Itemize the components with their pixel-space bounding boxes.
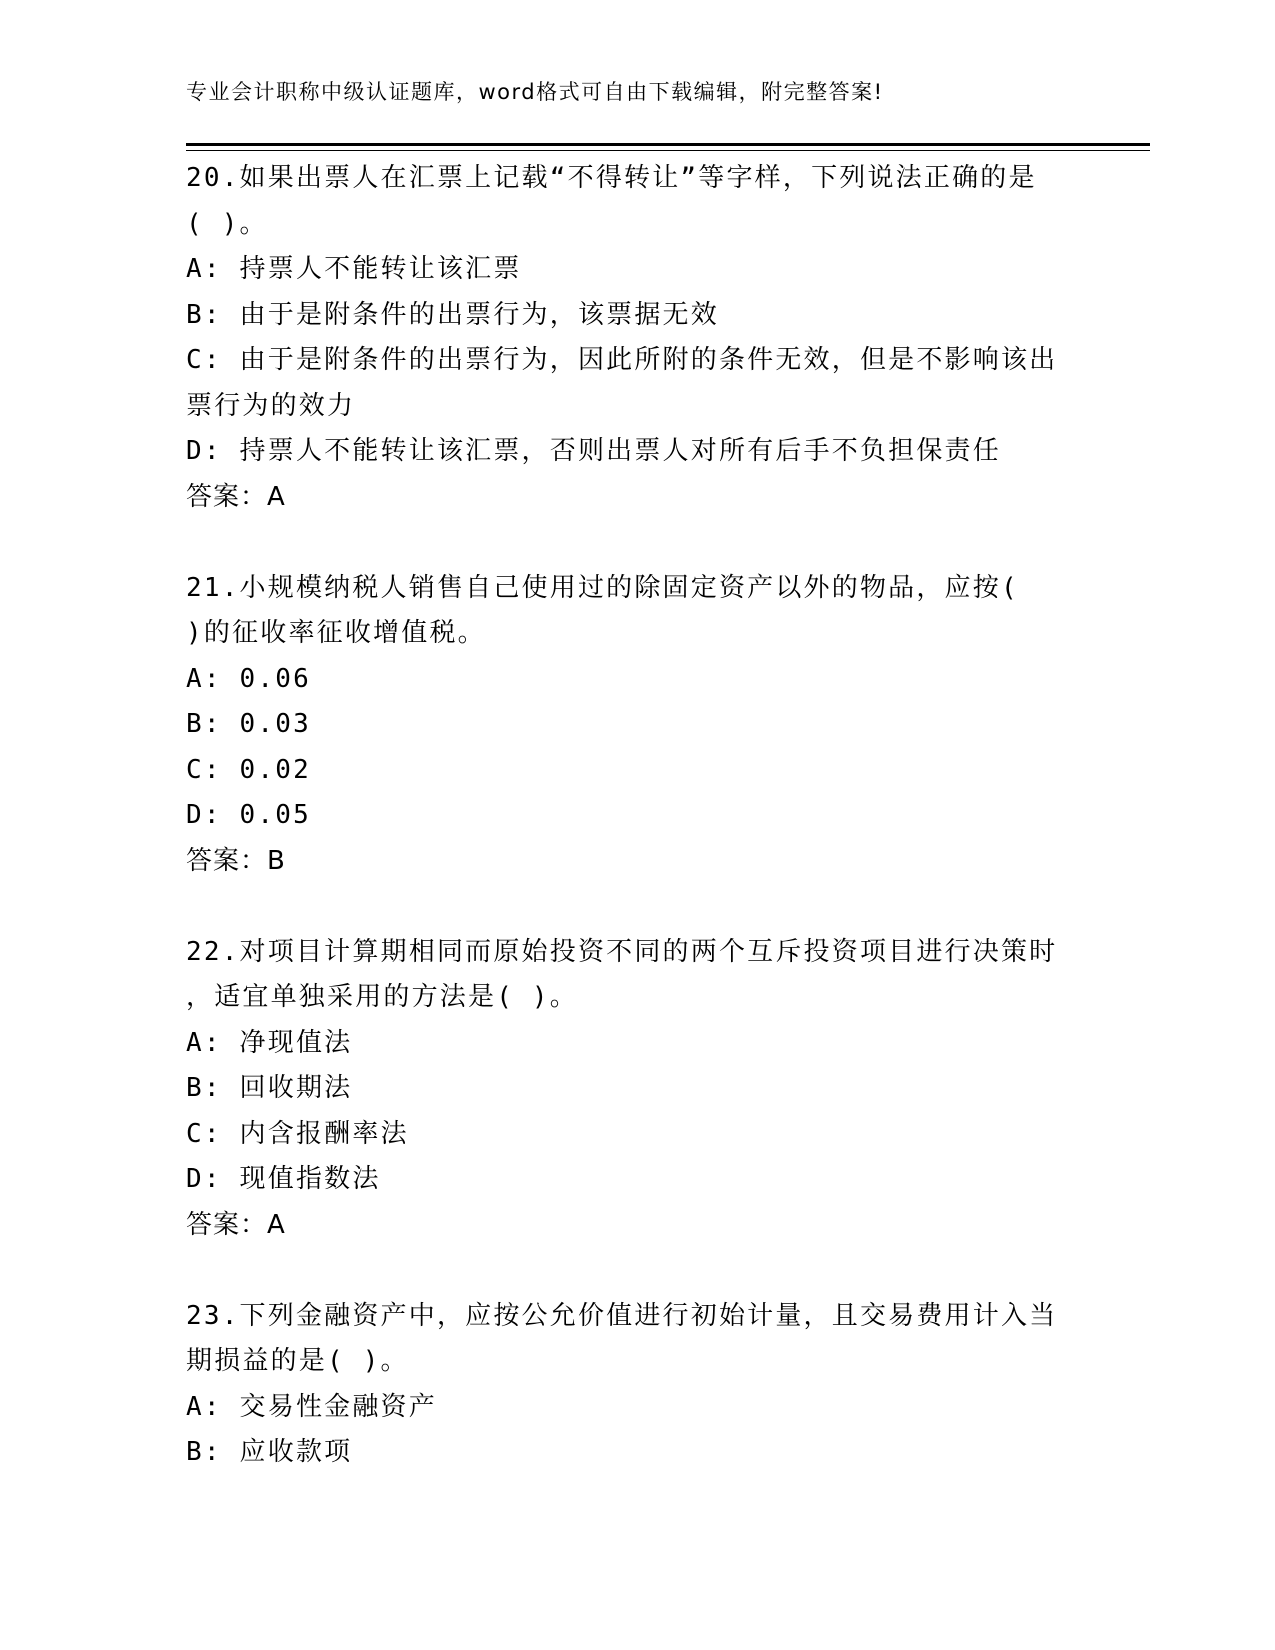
option-c: C: 0.02	[186, 754, 311, 785]
header-divider-thin	[186, 150, 1150, 151]
question-stem: 期损益的是( )。	[186, 1346, 409, 1376]
question-stem: ，适宜单独采用的方法是( )。	[186, 982, 578, 1012]
option-a: A: 交易性金融资产	[186, 1391, 437, 1422]
option-b: B: 应收款项	[186, 1437, 353, 1467]
question-stem: 21.小规模纳税人销售自己使用过的除固定资产以外的物品，应按(	[186, 572, 1019, 603]
answer-label: 答案：A	[186, 1209, 286, 1240]
option-a: A: 净现值法	[186, 1027, 353, 1058]
option-c: C: 由于是附条件的出票行为，因此所附的条件无效，但是不影响该出	[186, 345, 1058, 375]
option-d: D: 现值指数法	[186, 1164, 381, 1194]
question-stem: 23.下列金融资产中，应按公允价值进行初始计量，且交易费用计入当	[186, 1300, 1058, 1331]
question-22	[186, 930, 1086, 1249]
option-b: B: 回收期法	[186, 1073, 353, 1103]
question-list	[186, 156, 1086, 1476]
page-header: 专业会计职称中级认证题库，word格式可自由下载编辑，附完整答案!	[186, 80, 884, 104]
option-d: D: 0.05	[186, 800, 311, 830]
option-b: B: 由于是附条件的出票行为，该票据无效	[186, 299, 719, 330]
answer-label: 答案：A	[186, 481, 286, 512]
option-b: B: 0.03	[186, 709, 311, 739]
option-d: D: 持票人不能转让该汇票，否则出票人对所有后手不负担保责任	[186, 436, 1001, 466]
question-21	[186, 566, 1086, 885]
question-stem: ( )。	[186, 208, 268, 239]
question-stem: 22.对项目计算期相同而原始投资不同的两个互斥投资项目进行决策时	[186, 936, 1058, 967]
question-23	[186, 1294, 1086, 1476]
option-c-continued: 票行为的效力	[186, 390, 356, 421]
option-c: C: 内含报酬率法	[186, 1118, 409, 1149]
option-a: A: 持票人不能转让该汇票	[186, 254, 522, 284]
answer-label: 答案：B	[186, 845, 286, 876]
header-divider-thick	[186, 143, 1150, 146]
question-stem: )的征收率征收增值税。	[186, 618, 486, 648]
question-stem: 20.如果出票人在汇票上记载“不得转让”等字样，下列说法正确的是	[186, 163, 1037, 193]
option-a: A: 0.06	[186, 663, 311, 694]
question-20	[186, 156, 1086, 520]
